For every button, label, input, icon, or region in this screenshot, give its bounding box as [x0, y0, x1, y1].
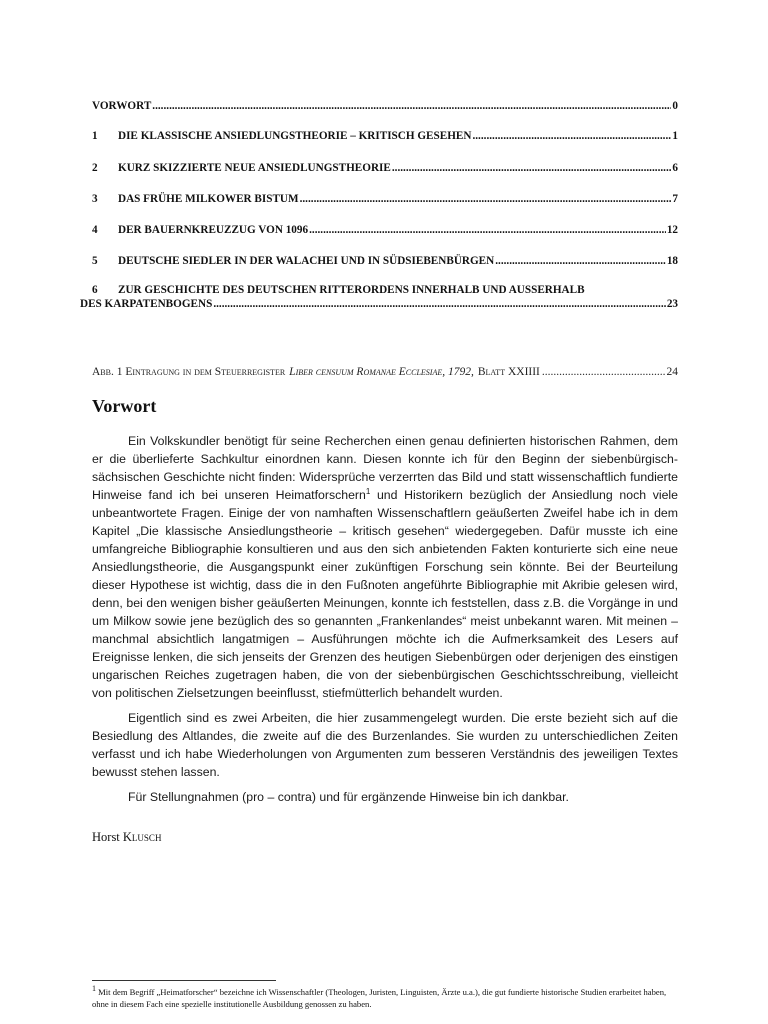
- author-last-name: Klusch: [122, 830, 162, 844]
- toc-entry-number: 4: [92, 224, 98, 236]
- paragraph: [92, 432, 678, 702]
- toc-leader-dots: [392, 162, 672, 174]
- figure-list-entry[interactable]: [92, 366, 678, 378]
- paragraph: Eigentlich sind es zwei Arbeiten, die hier zusammengelegt wurden. Die erste bezieht sich auf die Besiedlung des Altlandes, die zweite auf die des Burzenlandes. Sie wurden zu unterschiedlichen Zeiten verfasst und ich habe Wiederholungen von Argumenten zum besseren Verständnis des jeweiligen Textes bewusst stehen lassen.: [92, 711, 678, 779]
- toc-entry[interactable]: [92, 224, 678, 236]
- toc-entry-title: KURZ SKIZZIERTE NEUE ANSIEDLUNGSTHEORIE: [118, 162, 391, 174]
- toc-entry-title: DER BAUERNKREUZZUG VON 1096: [118, 224, 309, 236]
- toc-entry-page: 1: [672, 130, 678, 142]
- toc-entry[interactable]: [92, 130, 678, 142]
- author-signature: [92, 830, 161, 845]
- footnote-marker: 1: [92, 984, 96, 994]
- figure-leaf: Blatt XXIIII: [477, 366, 540, 378]
- toc-entry-number: 6: [92, 284, 98, 296]
- toc-entry-title: VORWORT: [92, 100, 152, 112]
- toc-entry-page: 18: [666, 255, 678, 267]
- toc-entry-page: 23: [666, 298, 678, 310]
- toc-entry-number: 5: [92, 255, 98, 267]
- section-heading: Vorwort: [92, 396, 157, 416]
- toc-entry-page: 0: [672, 100, 678, 112]
- toc-leader-dots: [309, 224, 666, 236]
- paragraph-text: Ein Volkskundler benötigt für seine Recherchen einen genau definierten historischen Rahmen, dem er die überlieferte Sachkultur einordnen kann. Diesen konnte ich für den Beginn der siebenbürgisch-sächsischen Geschichte nicht finden: Widersprüche verzerrten das Bild und statt wissenschaftlich fundierte Hinweise fand ich bei unseren Heimatforschern: [92, 434, 678, 502]
- figure-leader-dots: [542, 366, 665, 378]
- toc-entry-title: DEUTSCHE SIEDLER IN DER WALACHEI UND IN SÜDSIEBENBÜRGEN: [118, 255, 495, 267]
- toc-entry-number: 2: [92, 162, 98, 174]
- toc-entry-title: DAS FRÜHE MILKOWER BISTUM: [118, 193, 299, 205]
- paragraph: Für Stellungnahmen (pro – contra) und für ergänzende Hinweise bin ich dankbar.: [128, 790, 569, 804]
- footnote-reference[interactable]: 1: [365, 486, 371, 496]
- figure-page: 24: [666, 366, 678, 378]
- toc-leader-dots: [472, 130, 671, 142]
- toc-leader-dots: [213, 298, 666, 310]
- toc-entry-page: 7: [672, 193, 678, 205]
- toc-entry[interactable]: [80, 284, 678, 310]
- figure-label: Abb. 1 Eintragung in dem Steuerregister: [92, 366, 286, 378]
- footnote-text: Mit dem Begriff „Heimatforscher“ bezeichne ich Wissenschaftler (Theologen, Juristen, Linguisten, Ärzte u.a.), die gut fundierte historische Studien erarbeitet haben, ohne in diesem Fach eine spezielle institutionelle Ausbildung genossen zu haben.: [92, 987, 667, 1009]
- toc-entry[interactable]: [92, 162, 678, 174]
- author-first-name: Horst: [92, 830, 120, 844]
- toc-entry[interactable]: [92, 193, 678, 205]
- toc-entry-page: 6: [672, 162, 678, 174]
- body-text: [92, 432, 678, 813]
- toc-entry-title: DIE KLASSISCHE ANSIEDLUNGSTHEORIE – KRITISCH GESEHEN: [118, 130, 472, 142]
- toc-leader-dots: [300, 193, 672, 205]
- toc-entry[interactable]: [92, 255, 678, 267]
- paragraph-text: und Historikern bezüglich der Ansiedlung noch viele unbeantwortete Fragen. Einige der von namhaften Wissenschaftlern geäußerten Zweifel habe ich in dem Kapitel „Die klassische Ansiedlungstheorie – kritisch gesehen“ wiedergegeben. Dafür musste ich eine umfangreiche Bibliographie konsultieren und aus den sich anbietenden Fakten konturierte sich eine neue Ansiedlungstheorie, die Ausgangspunkt einer zukünftigen Forschung sein könnte. Bei der Beurteilung dieser Hypothese ist wichtig, dass die in den Fußnoten angeführte Bibliographie mit Akribie gelesen wird, denn, bei den wenigen bisher geäußerten Meinungen, konnte ich feststellen, dass z.B. die Vorgänge in und um Milkow sowie jene bezüglich des so genannten „Frankenlandes“ meist unbekannt waren. Mit meinen – manchmal absichtlich langatmigen – Ausführungen möchte ich die Aufmerksamkeit des Lesers auf Ereignisse lenken, die sich jenseits der Grenzen des heutigen Siebenbürgen oder derjenigen des einstigen ungarischen Reiches zugetragen haben, die von der siebenbürgischen Geschichtsschreibung, vielleicht von politischen Zielsetzungen beeinflusst, stiefmütterlich behandelt wurden.: [92, 488, 678, 700]
- footnote-separator: [92, 980, 276, 981]
- toc-entry-title-line1: ZUR GESCHICHTE DES DEUTSCHEN RITTERORDENS INNERHALB UND AUSSERHALB: [118, 284, 585, 296]
- footnote: [92, 986, 678, 1010]
- figure-source-title: Liber censuum Romanae Ecclesiae, 1792,: [289, 366, 474, 378]
- toc-entry[interactable]: [92, 100, 678, 112]
- toc-leader-dots: [152, 100, 671, 112]
- toc-entry-title-line2: DES KARPATENBOGENS: [80, 298, 213, 310]
- toc-entry-number: 3: [92, 193, 98, 205]
- toc-entry-number: 1: [92, 130, 98, 142]
- toc-leader-dots: [495, 255, 666, 267]
- toc-entry-page: 12: [666, 224, 678, 236]
